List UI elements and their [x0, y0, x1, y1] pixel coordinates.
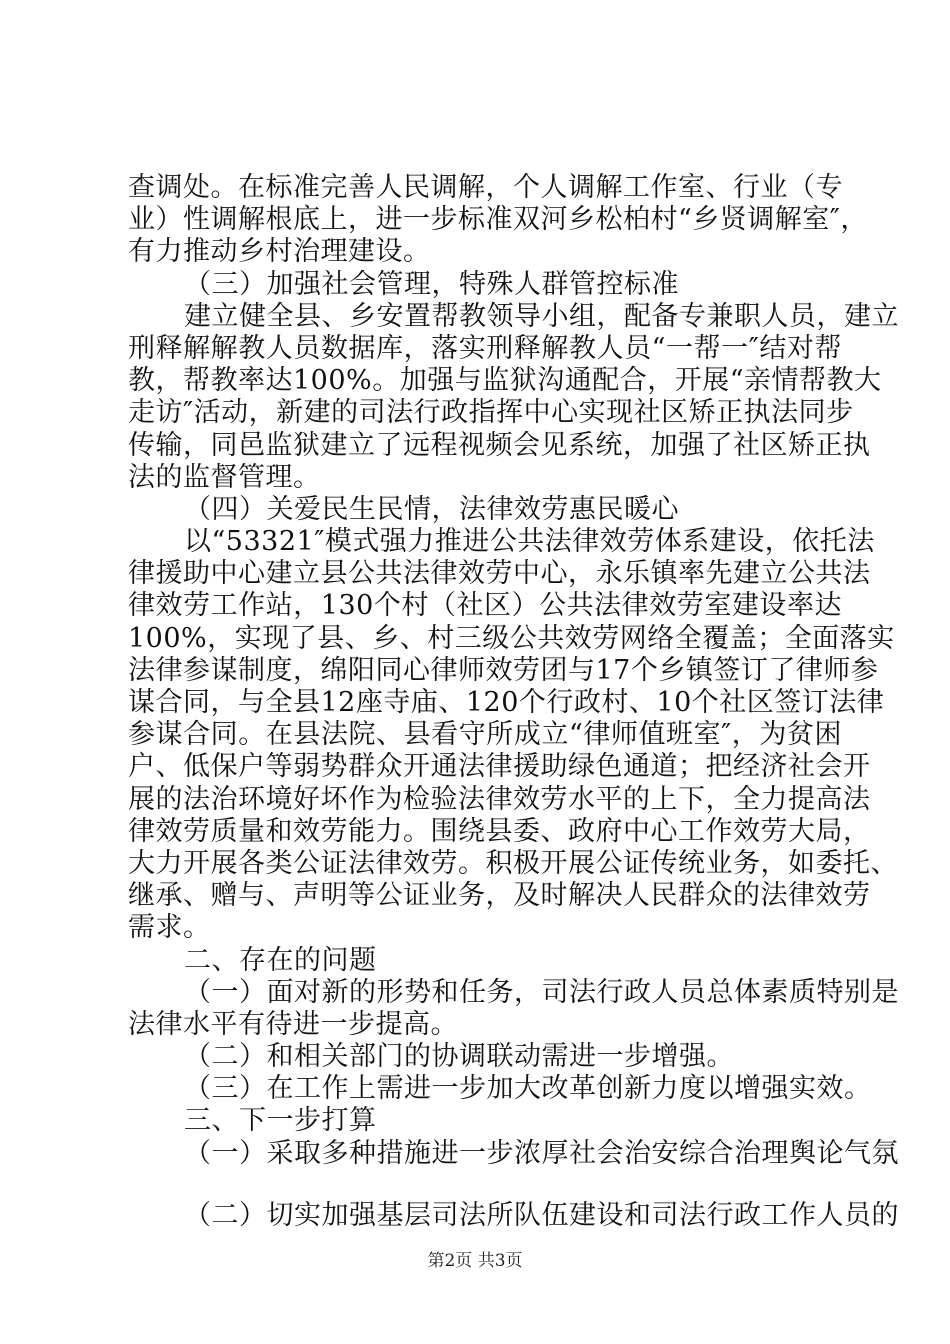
text-line: 走访″活动，新建的司法行政指挥中心实现社区矫正执法同步 — [128, 397, 854, 429]
text-line: 户、低保户等弱势群众开通法律援助绿色通道；把经济社会开 — [128, 751, 871, 783]
text-line: （一）采取多种措施进一步浓厚社会治安综合治理舆论气氛 — [184, 1137, 899, 1169]
text-line: 需求。 — [128, 912, 211, 944]
text-line: 业）性调解根底上，进一步标准双河乡松柏村“乡贤调解室″， — [128, 204, 868, 236]
text-line: 参谋合同。在县法院、县看守所成立“律师值班室″，为贫困 — [128, 719, 842, 751]
section-heading: （三）加强社会管理，特殊人群管控标准 — [184, 268, 679, 300]
text-line: （二）切实加强基层司法所队伍建设和司法行政工作人员的 — [184, 1199, 899, 1231]
section-heading: （四）关爱民生民情，法律效劳惠民暖心 — [184, 493, 679, 525]
text-line: 教，帮教率达100%。加强与监狱沟通配合，开展“亲情帮教大 — [128, 365, 882, 397]
text-line: 法律参谋制度，绵阳同心律师效劳团与17个乡镇签订了律师参 — [128, 654, 879, 686]
text-line: 展的法治环境好坏作为检验法律效劳水平的上下，全力提高法 — [128, 783, 871, 815]
text-line: 谋合同，与全县12座寺庙、120个行政村、10个社区签订法律 — [128, 687, 885, 718]
text-line: 大力开展各类公证法律效劳。积极开展公证传统业务，如委托、 — [128, 847, 898, 879]
text-line: 以“53321″模式强力推进公共法律效劳体系建设，依托法 — [184, 526, 875, 558]
text-line: 法的监督管理。 — [128, 461, 321, 493]
text-line: 建立健全县、乡安置帮教领导小组，配备专兼职人员，建立 — [184, 300, 899, 332]
page-number: 第2页 共3页 — [427, 1251, 523, 1271]
section-heading: （三）在工作上需进一步加大改革创新力度以增强实效。 — [184, 1073, 872, 1105]
paragraph-gap — [128, 1170, 842, 1200]
section-heading: 三、下一步打算 — [184, 1105, 377, 1137]
text-line: 法律水平有待进一步提高。 — [128, 1008, 458, 1040]
text-line: 刑释解解教人员数据库，落实刑释解教人员“一帮一″结对帮 — [128, 332, 842, 364]
section-heading: 二、存在的问题 — [184, 944, 377, 976]
text-line: 律援助中心建立县公共法律效劳中心，永乐镇率先建立公共法 — [128, 558, 871, 590]
text-line: （一）面对新的形势和任务，司法行政人员总体素质特别是 — [184, 976, 899, 1008]
text-line: 传输，同邑监狱建立了远程视频会见系统，加强了社区矫正执 — [128, 429, 871, 461]
text-line: 继承、赠与、声明等公证业务，及时解决人民群众的法律效劳 — [128, 880, 871, 912]
text-line: 有力推动乡村治理建设。 — [128, 236, 431, 268]
text-line: 查调处。在标准完善人民调解，个人调解工作室、行业（专 — [128, 172, 843, 203]
text-line: 律效劳工作站，130个村（社区）公共法律效劳室建设率达 — [128, 590, 842, 622]
document-body — [128, 172, 899, 1232]
text-line: 100%，实现了县、乡、村三级公共效劳网络全覆盖；全面落实 — [128, 622, 895, 654]
section-heading: （二）和相关部门的协调联动需进一步增强。 — [184, 1041, 734, 1073]
text-line: 律效劳质量和效劳能力。围绕县委、政府中心工作效劳大局， — [128, 815, 871, 847]
